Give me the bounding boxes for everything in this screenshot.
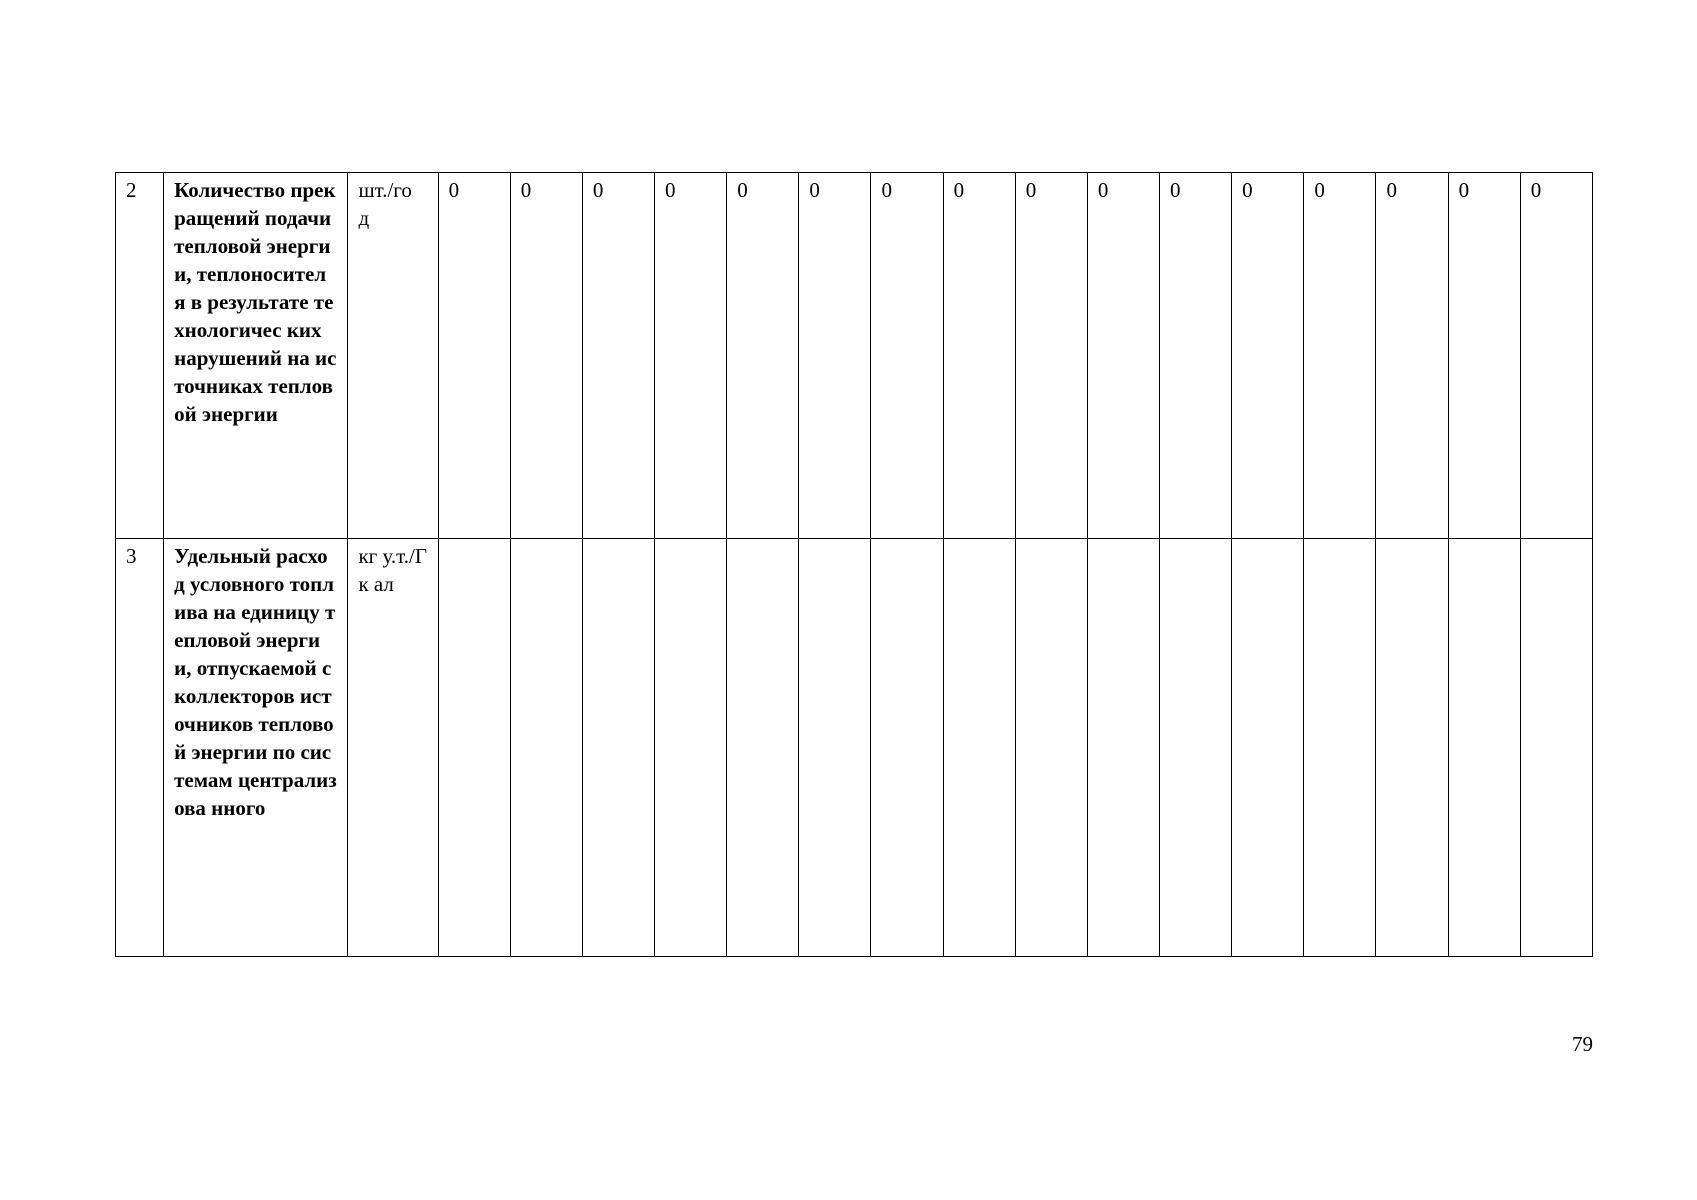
value-cell: 0 xyxy=(799,173,871,539)
row-number: 3 xyxy=(116,539,164,957)
indicators-table xyxy=(115,172,1593,957)
unit-of-measure: шт./го д xyxy=(348,173,438,539)
value-cell xyxy=(1304,539,1376,957)
value-cell xyxy=(1448,539,1520,957)
value-cell xyxy=(943,539,1015,957)
value-cell: 0 xyxy=(1520,173,1592,539)
value-cell xyxy=(582,539,654,957)
value-cell xyxy=(871,539,943,957)
value-cell: 0 xyxy=(1087,173,1159,539)
value-cell: 0 xyxy=(1376,173,1448,539)
row-number: 2 xyxy=(116,173,164,539)
value-cell xyxy=(1376,539,1448,957)
value-cell xyxy=(1232,539,1304,957)
page-number: 79 xyxy=(1572,1032,1593,1056)
value-cell xyxy=(1015,539,1087,957)
indicator-name: Удельный расход условного топлива на единицу тепловой энергии, отпускаемой с коллекторов источников тепловой энергии по системам централизова нного xyxy=(164,539,348,957)
value-cell: 0 xyxy=(1232,173,1304,539)
value-cell xyxy=(655,539,727,957)
value-cell: 0 xyxy=(1304,173,1376,539)
indicator-name: Количество прекращений подачи тепловой энергии, теплоносител я в результате технологичес ких нарушений на источниках тепловой энергии xyxy=(164,173,348,539)
value-cell: 0 xyxy=(943,173,1015,539)
value-cell xyxy=(799,539,871,957)
value-cell: 0 xyxy=(582,173,654,539)
value-cell: 0 xyxy=(871,173,943,539)
value-cell: 0 xyxy=(1015,173,1087,539)
value-cell xyxy=(1520,539,1592,957)
value-cell: 0 xyxy=(1448,173,1520,539)
value-cell: 0 xyxy=(1160,173,1232,539)
value-cell: 0 xyxy=(438,173,510,539)
value-cell: 0 xyxy=(655,173,727,539)
value-cell xyxy=(1087,539,1159,957)
table-row xyxy=(116,539,1593,957)
value-cell xyxy=(510,539,582,957)
value-cell xyxy=(727,539,799,957)
table-row xyxy=(116,173,1593,539)
value-cell xyxy=(438,539,510,957)
unit-of-measure: кг у.т./Гк ал xyxy=(348,539,438,957)
value-cell: 0 xyxy=(727,173,799,539)
value-cell xyxy=(1160,539,1232,957)
value-cell: 0 xyxy=(510,173,582,539)
